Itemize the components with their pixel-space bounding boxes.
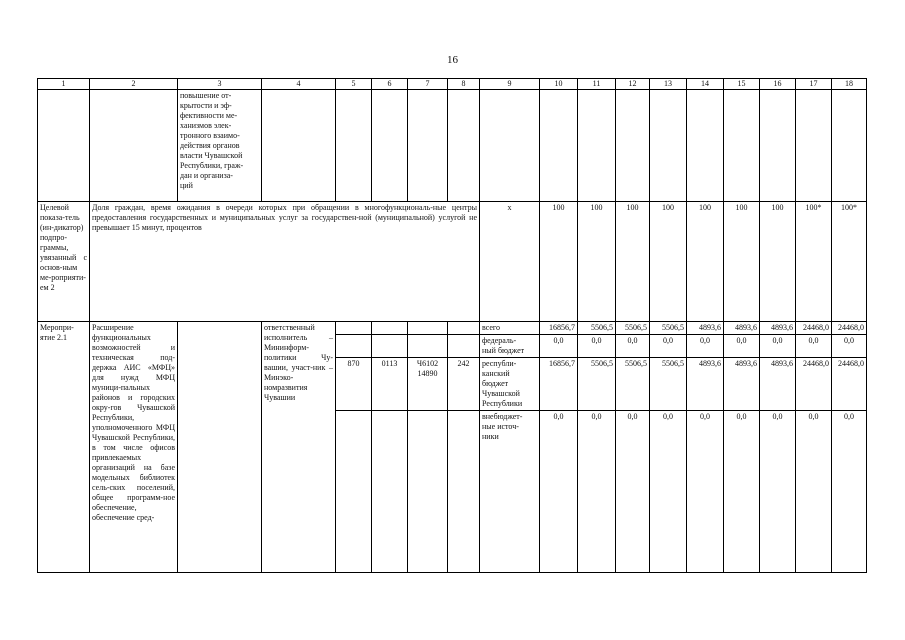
funding-value: 4893,6 — [687, 322, 724, 335]
indicator-value: 100* — [796, 202, 832, 322]
header-cell: 4 — [262, 79, 336, 90]
funding-value: 0,0 — [760, 335, 796, 358]
funding-value: 0,0 — [650, 335, 687, 358]
funding-source: федераль- ный бюджет — [480, 335, 540, 358]
cell-empty — [408, 90, 448, 202]
cell-empty — [38, 90, 90, 202]
indicator-value: 100 — [650, 202, 687, 322]
cell-empty — [372, 90, 408, 202]
funding-value: 24468,0 — [796, 358, 832, 411]
funding-value: 5506,5 — [616, 358, 650, 411]
header-cell: 18 — [832, 79, 867, 90]
funding-value: 0,0 — [832, 335, 867, 358]
indicator-value: 100 — [578, 202, 616, 322]
header-cell: 7 — [408, 79, 448, 90]
cell-empty — [480, 90, 540, 202]
cell-empty — [90, 90, 178, 202]
funding-value: 4893,6 — [760, 322, 796, 335]
cell-empty — [540, 90, 578, 202]
header-cell: 2 — [90, 79, 178, 90]
header-cell: 1 — [38, 79, 90, 90]
funding-value: 5506,5 — [650, 358, 687, 411]
funding-value: 0,0 — [832, 411, 867, 573]
indicator-value: 100 — [687, 202, 724, 322]
indicator-description: Доля граждан, время ожидания в очереди которых при обращении в многофункциональ-ные центры предоставления государственных и муниципальных услуг за государствен-ной (муниципальной) услугой не превышает 15 минут, процентов — [90, 202, 480, 322]
indicator-value: 100 — [616, 202, 650, 322]
indicator-source: x — [480, 202, 540, 322]
funding-value: 4893,6 — [687, 358, 724, 411]
funding-value: 16856,7 — [540, 322, 578, 335]
funding-value: 0,0 — [616, 335, 650, 358]
header-cell: 9 — [480, 79, 540, 90]
funding-value: 0,0 — [687, 335, 724, 358]
funding-value: 4893,6 — [724, 358, 760, 411]
header-cell: 5 — [336, 79, 372, 90]
funding-value: 0,0 — [796, 411, 832, 573]
cell-empty — [178, 322, 262, 573]
header-cell: 11 — [578, 79, 616, 90]
header-cell: 17 — [796, 79, 832, 90]
funding-value: 0,0 — [578, 335, 616, 358]
cell-empty — [372, 411, 408, 573]
cell-empty — [372, 322, 408, 335]
header-cell: 10 — [540, 79, 578, 90]
cell-empty — [336, 335, 372, 358]
code-target-article: Ч6102 14890 — [408, 358, 448, 411]
header-cell: 16 — [760, 79, 796, 90]
funding-value: 0,0 — [687, 411, 724, 573]
indicator-value: 100 — [724, 202, 760, 322]
funding-value: 24468,0 — [796, 322, 832, 335]
indicator-value: 100 — [760, 202, 796, 322]
funding-value: 0,0 — [650, 411, 687, 573]
cell-empty — [336, 322, 372, 335]
indicator-value: 100* — [832, 202, 867, 322]
program-table — [37, 78, 867, 573]
cell-empty — [408, 411, 448, 573]
cell-empty — [616, 90, 650, 202]
funding-value: 0,0 — [616, 411, 650, 573]
header-cell: 6 — [372, 79, 408, 90]
indicator-value: 100 — [540, 202, 578, 322]
funding-value: 0,0 — [760, 411, 796, 573]
funding-value: 5506,5 — [578, 322, 616, 335]
funding-value: 0,0 — [724, 335, 760, 358]
cell-empty — [336, 90, 372, 202]
funding-value: 0,0 — [578, 411, 616, 573]
cell-empty — [448, 90, 480, 202]
header-cell: 14 — [687, 79, 724, 90]
indicator-label: Целевой показа-тель (ин-дикатор) подпро-граммы, увязанный с основ-ным ме-роприяти-ем 2 — [38, 202, 90, 322]
funding-value: 5506,5 — [578, 358, 616, 411]
cell-empty — [262, 90, 336, 202]
funding-value: 5506,5 — [650, 322, 687, 335]
funding-value: 24468,0 — [832, 322, 867, 335]
goal-text-continuation: повышение от- крытости и эф- фективности ме- ханизмов элек- тронного взаимо- действия органов власти Чувашской Республики, граж- дан и организа- ций — [178, 90, 262, 202]
funding-value: 4893,6 — [724, 322, 760, 335]
measure-label: Меропри-ятие 2.1 — [38, 322, 90, 573]
cell-empty — [448, 411, 480, 573]
funding-value: 24468,0 — [832, 358, 867, 411]
funding-source: республи- канский бюджет Чувашской Республики — [480, 358, 540, 411]
code-ministry: 870 — [336, 358, 372, 411]
indicator-row — [38, 202, 867, 322]
cell-empty — [650, 90, 687, 202]
funding-value: 0,0 — [724, 411, 760, 573]
measure-description: Расширение функциональных возможностей и техническая под-держка АИС «МФЦ» для нужд МФЦ муници-пальных районов и городских окру-гов Чувашской Республики, уполномоченного МФЦ Чувашской Республики, в том числе офисов привлекаемых организаций на базе модельных библиотек сель-ских поселений, общее программ-ное обеспечение, обеспечение сред- — [90, 322, 178, 573]
cell-empty — [448, 335, 480, 358]
header-cell: 8 — [448, 79, 480, 90]
cell-empty — [448, 322, 480, 335]
cell-empty — [578, 90, 616, 202]
cell-empty — [796, 90, 832, 202]
cell-empty — [408, 322, 448, 335]
funding-value: 16856,7 — [540, 358, 578, 411]
cell-empty — [372, 335, 408, 358]
cell-empty — [687, 90, 724, 202]
continuation-row — [38, 90, 867, 202]
funding-source: внебюджет- ные источ- ники — [480, 411, 540, 573]
header-cell: 12 — [616, 79, 650, 90]
cell-empty — [408, 335, 448, 358]
cell-empty — [724, 90, 760, 202]
funding-value: 5506,5 — [616, 322, 650, 335]
header-cell: 3 — [178, 79, 262, 90]
funding-source: всего — [480, 322, 540, 335]
header-row — [38, 79, 867, 90]
cell-empty — [336, 411, 372, 573]
header-cell: 13 — [650, 79, 687, 90]
funding-value: 0,0 — [540, 411, 578, 573]
funding-value: 0,0 — [796, 335, 832, 358]
cell-empty — [760, 90, 796, 202]
code-expense-type: 242 — [448, 358, 480, 411]
funding-value: 4893,6 — [760, 358, 796, 411]
funding-row-total — [38, 322, 867, 335]
cell-empty — [832, 90, 867, 202]
responsible-executor: ответственный исполнитель – Мининформ-политики Чу-вашии, участ-ник – Минэко-номразвития Чувашии — [262, 322, 336, 573]
header-cell: 15 — [724, 79, 760, 90]
code-section: 0113 — [372, 358, 408, 411]
funding-value: 0,0 — [540, 335, 578, 358]
page-number: 16 — [447, 54, 458, 66]
